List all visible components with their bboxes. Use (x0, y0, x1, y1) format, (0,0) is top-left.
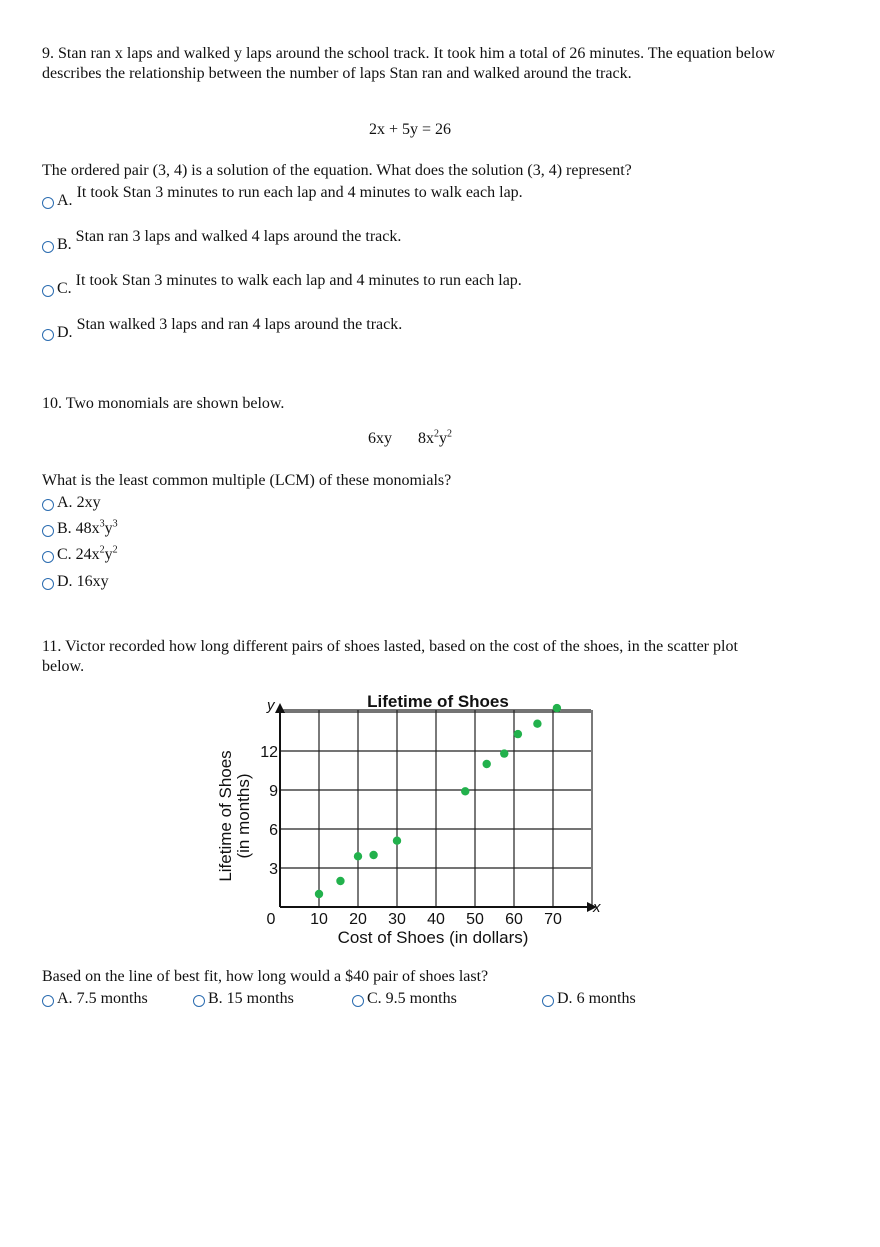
option-letter: D. (557, 990, 573, 1007)
radio-button[interactable] (542, 995, 554, 1007)
q9-stem: 9. Stan ran x laps and walked y laps around the school track. It took him a total of 26 minutes. The equation below describes the relationship between the number of laps Stan ran and walked around the track. (42, 45, 775, 82)
q11-option-d[interactable] (542, 990, 636, 1012)
y-axis-arrow (275, 703, 285, 713)
q10-stem: 10. Two monomials are shown below. (42, 395, 285, 412)
q9-question: The ordered pair (3, 4) is a solution of the equation. What does the solution (3, 4) represent? (42, 162, 632, 179)
q10-option-c[interactable] (42, 546, 118, 568)
option-letter: C. (57, 280, 72, 297)
option-letter: B. (208, 990, 223, 1007)
option-letter: B. (57, 520, 72, 537)
y-axis-variable: y (267, 697, 275, 714)
radio-button[interactable] (42, 241, 54, 253)
q11-question: Based on the line of best fit, how long would a $40 pair of shoes last? (42, 968, 489, 985)
option-text: It took Stan 3 minutes to run each lap and 4 minutes to walk each lap. (76, 184, 523, 201)
radio-button[interactable] (42, 499, 54, 511)
scatter-point (514, 730, 522, 738)
option-text: 15 months (226, 990, 294, 1007)
scatter-point (533, 720, 541, 728)
chart-points (315, 704, 561, 898)
scatter-point (369, 851, 377, 859)
option-text: 2xy (76, 494, 101, 511)
q11-option-c[interactable] (352, 990, 457, 1012)
scatter-point (461, 787, 469, 795)
q9-equation: 2x + 5y = 26 (368, 121, 452, 138)
radio-button[interactable] (42, 995, 54, 1007)
x-axis-label: Cost of Shoes (in dollars) (337, 928, 529, 947)
option-text: 16xy (76, 573, 109, 590)
chart-title: Lifetime of Shoes (367, 692, 509, 711)
x-tick-label: 60 (505, 911, 523, 928)
scatter-point (393, 837, 401, 845)
q9-option-b[interactable] (42, 228, 402, 258)
x-tick-label: 40 (427, 911, 445, 928)
option-letter: A. (57, 990, 73, 1007)
option-text: Stan walked 3 laps and ran 4 laps around the track. (76, 316, 403, 333)
chart-ticks (260, 744, 562, 928)
x-tick-label: 30 (388, 911, 406, 928)
scatter-point (315, 890, 323, 898)
scatter-point (483, 760, 491, 768)
scatter-plot-chart (205, 688, 615, 950)
option-letter: B. (57, 236, 72, 253)
option-text: $24x^2y^2$ (75, 544, 118, 563)
x-tick-label: 20 (349, 911, 367, 928)
origin-label: 0 (266, 911, 276, 928)
q9-option-a[interactable] (42, 184, 523, 214)
y-tick-label: 3 (269, 861, 278, 878)
q10-option-a[interactable] (42, 494, 101, 516)
y-axis-label-line1: Lifetime of Shoes (216, 750, 235, 882)
option-text: 9.5 months (385, 990, 457, 1007)
chart-grid (280, 710, 592, 907)
x-tick-label: 50 (466, 911, 484, 928)
radio-button[interactable] (42, 197, 54, 209)
scatter-point (553, 704, 561, 712)
option-letter: A. (57, 192, 73, 209)
radio-button[interactable] (42, 551, 54, 563)
q11-options (42, 990, 742, 1012)
radio-button[interactable] (42, 329, 54, 341)
q11-option-b[interactable] (193, 990, 294, 1012)
scatter-point (500, 749, 508, 757)
option-text: 7.5 months (76, 990, 148, 1007)
radio-button[interactable] (352, 995, 364, 1007)
y-tick-label: 12 (260, 744, 278, 761)
scatter-point (354, 852, 362, 860)
q11-stem: 11. Victor recorded how long different pairs of shoes lasted, based on the cost of the shoes, in the scatter plot below. (42, 638, 738, 675)
q10-monomials (0, 430, 820, 448)
q9-option-c[interactable] (42, 272, 522, 302)
y-tick-label: 6 (269, 822, 278, 839)
x-tick-label: 70 (544, 911, 562, 928)
y-tick-label: 9 (269, 783, 278, 800)
option-letter: C. (367, 990, 382, 1007)
option-text: $48x^3y^3$ (75, 518, 118, 537)
y-axis-label-line2: (in months) (234, 773, 253, 859)
scatter-point (336, 877, 344, 885)
radio-button[interactable] (42, 525, 54, 537)
option-text: Stan ran 3 laps and walked 4 laps around the track. (75, 228, 402, 245)
option-letter: C. (57, 546, 72, 563)
q10-option-d[interactable] (42, 573, 109, 595)
q11-option-a[interactable] (42, 990, 148, 1012)
x-axis-variable: x (593, 899, 601, 916)
option-letter: A. (57, 494, 73, 511)
monomial-2: $8x^2y^2$ (418, 428, 452, 447)
option-letter: D. (57, 324, 73, 341)
monomial-1: 6xy (368, 430, 392, 447)
q10-option-b[interactable] (42, 520, 118, 542)
radio-button[interactable] (42, 285, 54, 297)
x-tick-label: 10 (310, 911, 328, 928)
option-text: 6 months (576, 990, 636, 1007)
q9-option-d[interactable] (42, 316, 403, 346)
option-text: It took Stan 3 minutes to walk each lap and 4 minutes to run each lap. (75, 272, 522, 289)
radio-button[interactable] (193, 995, 205, 1007)
option-letter: D. (57, 573, 73, 590)
radio-button[interactable] (42, 578, 54, 590)
q10-question: What is the least common multiple (LCM) of these monomials? (42, 472, 452, 489)
